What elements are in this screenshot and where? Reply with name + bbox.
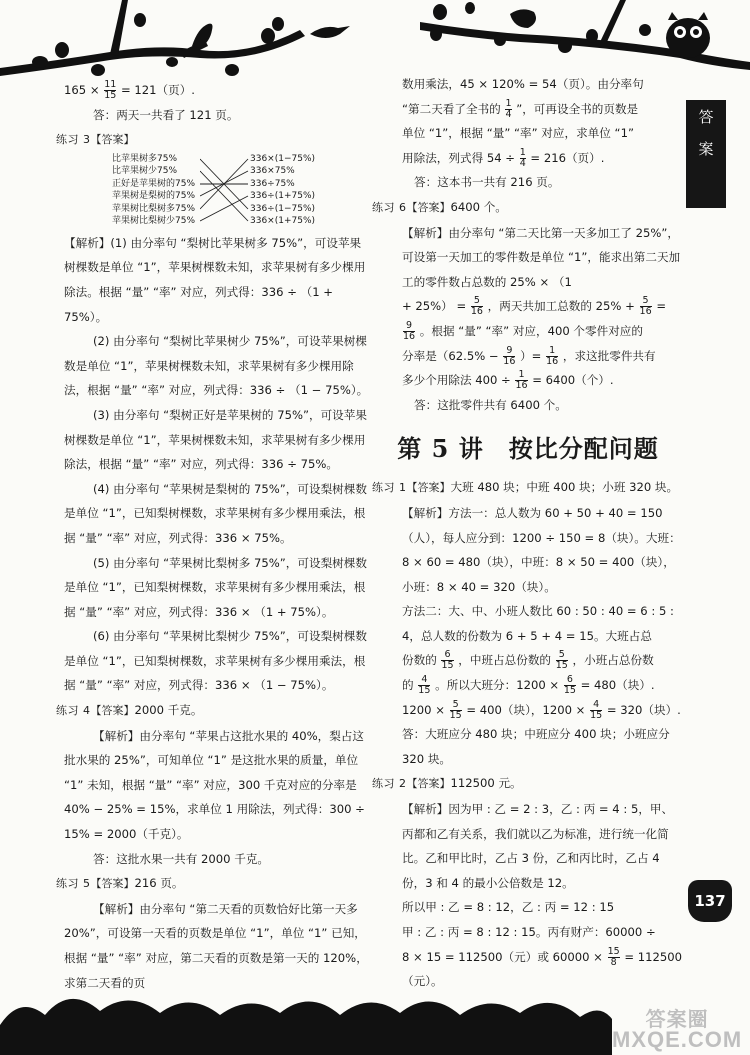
fraction xyxy=(471,296,483,317)
fraction-denominator: 16 xyxy=(639,306,652,318)
analysis-line xyxy=(372,97,684,122)
fraction xyxy=(503,346,515,367)
exercise-3-header xyxy=(56,127,370,153)
bird-icon xyxy=(510,9,536,28)
fraction-denominator: 16 xyxy=(515,380,528,392)
analysis-paragraph: 方法二：大、中、小班人数比 60 : 50 : 40 = 6 : 5 : 4，总人数的份数为 6 + 5 + 4 = 15。大班占总 xyxy=(402,604,674,643)
text: ，求这批零件共有 xyxy=(562,348,656,363)
text: 用除法，列式得 54 ÷ xyxy=(402,150,515,165)
practice-2-header xyxy=(372,771,684,797)
side-tab-char: 答 xyxy=(698,108,714,126)
analysis-paragraph: 【解析】由分率句 “第二天比第一天多加工了 25%”，可设第一天加工的零件数是单位 “1”，能求出第二天加工的零件数占总数的 25% × （1 xyxy=(402,225,681,289)
fraction xyxy=(505,99,511,120)
fraction-numerator: 5 xyxy=(642,295,649,307)
analysis-paragraph: (5) 由分率句 “苹果树比梨树多 75%”，可设梨树棵数是单位 “1”，已知梨树棵数，求苹果树有多少棵用乘法，根据 “量” “率” 对应，列式得：336 × （1 + 75%）。 xyxy=(64,555,367,619)
text: = 320（块）. xyxy=(606,702,681,717)
analysis-line xyxy=(372,945,684,970)
analysis-line: （元）。 xyxy=(402,974,443,989)
analysis-paragraph: (4) 由分率句 “苹果树是梨树的 75%”，可设梨树棵数是单位 “1”，已知梨树棵数，求苹果树有多少棵用乘法，根据 “量” “率” 对应，列式得：336 × 75%。 xyxy=(64,481,367,545)
calc-line xyxy=(64,78,370,103)
analysis-paragraph: 【解析】(1) 由分率句 “梨树比苹果树多 75%”，可设苹果树棵数是单位 “1”，苹果树棵数未知，求苹果树有多少棵用除法。根据 “量” “率” 对应，列式得：336 ÷ （1 + 75%）。 xyxy=(64,235,366,324)
answer-tag: 【答案】 xyxy=(406,481,451,495)
conclusion: 答：这批零件共有 6400 个。 xyxy=(414,397,567,412)
conclusion: 答：这本书一共有 216 页。 xyxy=(414,175,560,190)
text: ）= xyxy=(520,348,542,363)
text: ，中班占总份数的 xyxy=(458,653,552,668)
analysis-line xyxy=(372,146,684,171)
match-left-list xyxy=(112,153,195,228)
fraction xyxy=(418,675,430,696)
analysis-line xyxy=(372,368,684,393)
text: = 6400（个）. xyxy=(532,373,614,388)
match-right-item: 336÷75% xyxy=(250,178,295,189)
fraction xyxy=(590,700,602,721)
conclusion: 答：大班应分 480 块；中班应分 400 块；小班应分 320 块。 xyxy=(402,727,670,766)
text: 1200 × xyxy=(402,702,445,717)
text: = 216（页）. xyxy=(530,150,605,165)
analysis-paragraph: (2) 由分率句 “梨树比苹果树少 75%”，可设苹果树棵数是单位 “1”，苹果树棵数未知，求苹果树有多少棵用除法，根据 “量” “率” 对应，列式得：336 ÷ （1 − 75%）。 xyxy=(64,334,369,398)
fraction-denominator: 16 xyxy=(546,355,559,367)
fraction xyxy=(546,346,558,367)
calc-text: = 121（页）. xyxy=(121,83,195,97)
calc-text: 165 × xyxy=(64,83,100,97)
answer-tag: 【答案】 xyxy=(406,200,451,214)
fraction-numerator: 9 xyxy=(406,319,413,331)
fraction-numerator: 6 xyxy=(566,674,573,686)
fraction-denominator: 16 xyxy=(403,330,416,342)
analysis-line xyxy=(372,294,684,319)
fraction-denominator: 8 xyxy=(608,957,620,968)
match-left-item: 正好是苹果树的75% xyxy=(112,178,196,189)
fraction-numerator: 5 xyxy=(558,649,565,661)
analysis-paragraph: 【解析】由分率句 “第二天看的页数恰好比第一天多 20%”，可设第一天看的页数是单位 “1”，单位 “1” 已知，根据 “量” “率” 对应，第二天看的页数是第一天的 120%，求第二天看的页 xyxy=(64,901,368,990)
exercise-4-header xyxy=(56,698,370,724)
match-right-item: 336÷(1+75%) xyxy=(250,191,316,202)
fraction xyxy=(608,947,620,968)
fraction-denominator: 15 xyxy=(555,660,568,672)
fraction-numerator: 1 xyxy=(505,97,512,109)
fraction-numerator: 15 xyxy=(607,945,620,957)
exercise-6-header xyxy=(372,195,684,221)
analysis-line: 单位 “1”，根据 “量” “率” 对应，求单位 “1” xyxy=(402,126,634,141)
answer-tag: 【答案】 xyxy=(90,133,135,147)
exercise-label: 练习 3 xyxy=(56,133,91,147)
analysis-paragraph: 【解析】因为甲 : 乙 = 2 : 3，乙 : 丙 = 4 : 5，甲、丙都和乙有关系，我们就以乙为标准，进行统一化简比。乙和甲比时，乙占 3 份，乙和丙比时，乙占 4 份，3 和 4 的最小公倍数是 12。 xyxy=(402,802,674,890)
exercise-label: 练习 5 xyxy=(56,877,91,891)
side-tab-char: 案 xyxy=(698,140,714,158)
text: ”，可再设全书的页数是 xyxy=(516,101,639,116)
matching-diagram xyxy=(112,153,370,231)
exercise-label: 练习 6 xyxy=(372,200,407,214)
match-left-item: 苹果树是梨树的75% xyxy=(112,191,196,202)
fraction-numerator: 5 xyxy=(473,295,480,307)
bird-icon xyxy=(310,26,350,38)
right-column xyxy=(372,72,684,994)
text: 。所以大班分：1200 × xyxy=(435,678,560,693)
text: = 480（块）. xyxy=(580,678,655,693)
fraction-denominator: 15 xyxy=(441,660,454,672)
analysis-paragraph: (6) 由分率句 “苹果树比梨树少 75%”，可设梨树棵数是单位 “1”，已知梨树棵数，求苹果树有多少棵用乘法，根据 “量” “率” 对应，列式得：336 × （1 − 75%）。 xyxy=(64,629,367,693)
watermark-logo-text: 答案圈 xyxy=(645,1009,709,1031)
analysis-line xyxy=(372,344,684,369)
text: = 400（块），1200 × xyxy=(466,702,586,717)
fraction-numerator: 4 xyxy=(421,674,428,686)
fraction-numerator: 1 xyxy=(518,369,525,381)
fraction-denominator: 15 xyxy=(449,709,462,721)
text: 份数的 xyxy=(402,653,437,668)
match-right-item: 336×(1+75%) xyxy=(250,216,316,227)
fraction-numerator: 6 xyxy=(444,649,451,661)
text: + 25%） = xyxy=(402,299,467,314)
conclusion: 答：这批水果一共有 2000 千克。 xyxy=(93,851,270,866)
exercise-label: 练习 2 xyxy=(372,777,407,791)
analysis-line: 所以甲 : 乙 = 8 : 12，乙 : 丙 = 12 : 15 xyxy=(402,900,615,915)
answer-value: 6400 个。 xyxy=(450,199,507,214)
fraction-denominator: 4 xyxy=(519,157,526,169)
match-left-item: 苹果树比梨树少75% xyxy=(112,216,196,227)
watermark xyxy=(612,1010,742,1050)
fraction xyxy=(104,80,116,101)
match-lines xyxy=(200,153,252,231)
left-column xyxy=(56,78,370,995)
text: ，小班占总份数 xyxy=(572,653,654,668)
bird-icon xyxy=(192,24,213,48)
analysis-paragraph: 【解析】由分率句 “苹果占这批水果的 40%，梨占这批水果的 25%”，可知单位 “1” 是这批水果的质量，单位 “1” 未知，根据 “量” “率” 对应，300 千克对应的分率是 40% − 25% = 15%，求单位 1 用除法，列式得：300 ÷ 15% = 2000（千克）。 xyxy=(64,728,365,842)
fraction xyxy=(556,650,568,671)
analysis-line xyxy=(372,673,684,698)
fraction xyxy=(564,675,576,696)
analysis-line xyxy=(372,648,684,673)
page-number: 137 xyxy=(688,880,732,922)
fraction-denominator: 15 xyxy=(418,685,431,697)
fraction xyxy=(515,370,527,391)
answer-tag: 【答案】 xyxy=(90,877,135,891)
analysis-line: 甲 : 乙 : 丙 = 8 : 12 : 15。丙有财产：60000 ÷ xyxy=(402,925,656,939)
fraction xyxy=(520,148,526,169)
match-left-item: 苹果树比梨树多75% xyxy=(112,203,196,214)
text: 分率是（62.5% − xyxy=(402,348,499,363)
text: 8 × 15 = 112500（元）或 60000 × xyxy=(402,949,603,964)
fraction-denominator: 4 xyxy=(505,108,512,120)
text: “第二天看了全书的 xyxy=(402,101,501,116)
answer-side-tab xyxy=(686,100,726,208)
answer-value: 216 页。 xyxy=(134,876,184,891)
analysis-line: 数用乘法，45 × 120% = 54（页）。由分率句 xyxy=(402,77,644,91)
exercise-5-header xyxy=(56,871,370,897)
fraction-numerator: 5 xyxy=(452,698,459,710)
match-right-item: 336×(1−75%) xyxy=(250,153,316,164)
tree-branch-decoration xyxy=(0,0,750,80)
fraction-numerator: 1 xyxy=(519,146,526,158)
practice-1-header xyxy=(372,475,684,501)
answer-value: 2000 千克。 xyxy=(134,703,203,718)
match-left-item: 比苹果树少75% xyxy=(112,166,178,177)
analysis-line xyxy=(372,698,684,723)
fraction xyxy=(403,321,415,342)
fraction xyxy=(640,296,652,317)
lecture-title: 第 5 讲 按比分配问题 xyxy=(397,434,659,464)
fraction-denominator: 15 xyxy=(104,90,117,101)
match-left-item: 比苹果树多75% xyxy=(112,153,178,164)
text: = 112500 xyxy=(624,949,683,964)
fraction-numerator: 1 xyxy=(549,344,556,356)
match-right-item: 336÷(1−75%) xyxy=(250,203,316,214)
fraction-denominator: 15 xyxy=(590,709,603,721)
watermark-url: MXQE.COM xyxy=(612,1027,743,1052)
answer-value: 大班 480 块；中班 400 块；小班 320 块。 xyxy=(450,480,679,495)
answer-tag: 【答案】 xyxy=(406,777,451,791)
text: 的 xyxy=(402,678,414,693)
fraction-denominator: 15 xyxy=(563,685,576,697)
conclusion: 答：两天一共看了 121 页。 xyxy=(93,107,239,122)
match-right-list xyxy=(250,153,315,228)
fraction-numerator: 4 xyxy=(593,698,600,710)
exercise-label: 练习 1 xyxy=(372,481,407,495)
match-right-item: 336×75% xyxy=(250,166,295,177)
analysis-paragraph: 【解析】方法一：总人数为 60 + 50 + 40 = 150（人），每人应分到：1200 ÷ 150 = 8（块）。大班：8 × 60 = 480（块），中班：8 × 50 = 400（块），小班：8 × 40 = 320（块）。 xyxy=(402,505,681,594)
text: 多少个用除法 400 ÷ xyxy=(402,373,511,388)
text: ，两天共加工总数的 25% + xyxy=(487,299,635,314)
fraction-denominator: 16 xyxy=(470,306,483,318)
owl-icon xyxy=(666,12,710,58)
fraction xyxy=(450,700,462,721)
text: 。根据 “量” “率” 对应，400 个零件对应的 xyxy=(419,323,643,338)
fraction xyxy=(441,650,453,671)
fraction-numerator: 9 xyxy=(506,344,513,356)
analysis-line xyxy=(372,319,684,344)
exercise-label: 练习 4 xyxy=(56,704,91,718)
answer-value: 112500 元。 xyxy=(450,776,522,791)
fraction-denominator: 16 xyxy=(503,355,516,367)
fraction-numerator: 11 xyxy=(104,79,117,90)
answer-tag: 【答案】 xyxy=(90,704,135,718)
text: = xyxy=(656,299,667,314)
analysis-paragraph: (3) 由分率句 “梨树正好是苹果树的 75%”，可设苹果树棵数是单位 “1”，苹果树棵数未知，求苹果树有多少棵用除法，根据 “量” “率” 对应，列式得：336 ÷ 75%。 xyxy=(64,407,367,472)
